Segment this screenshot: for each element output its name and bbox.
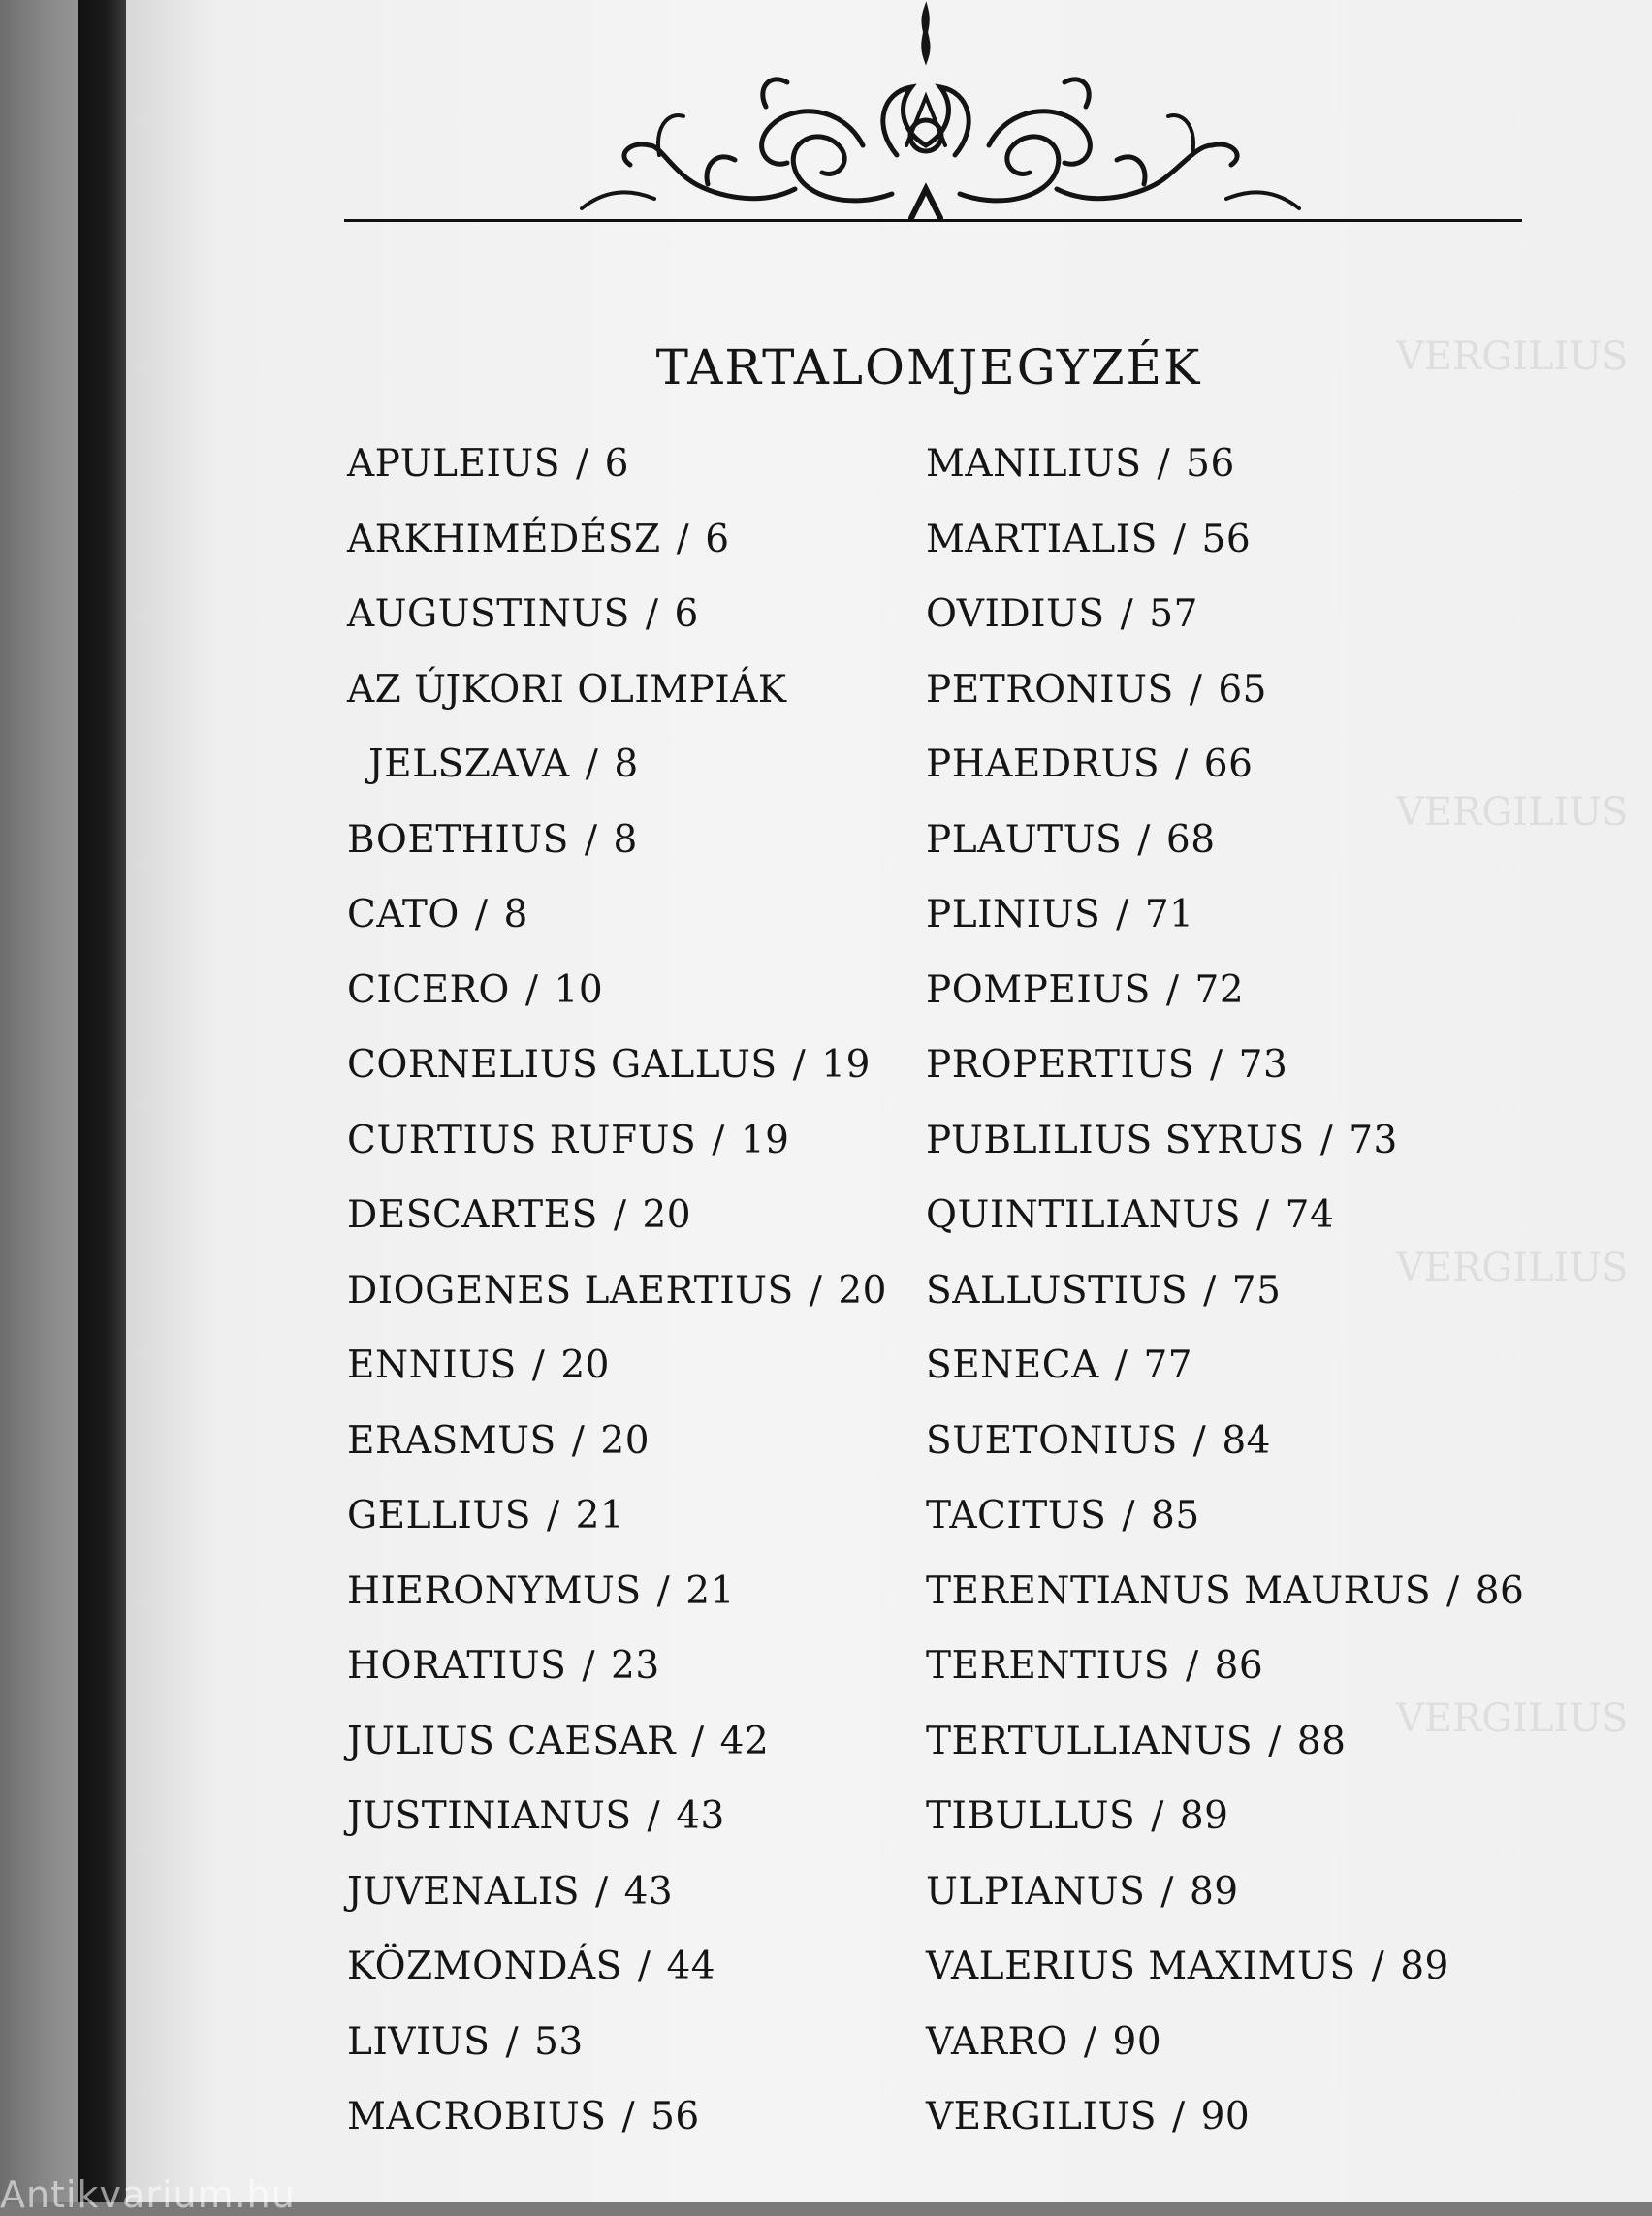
toc-entry-page-number: 42 xyxy=(719,1719,770,1763)
toc-entry-author: MANILIUS xyxy=(926,442,1142,486)
toc-entry-author: CURTIUS RUFUS xyxy=(347,1118,697,1162)
toc-entry-author: SENECA xyxy=(926,1344,1099,1387)
toc-entry-separator: / xyxy=(712,1118,725,1162)
toc-entry-author: PHAEDRUS xyxy=(926,743,1160,786)
toc-entry-page-number: 85 xyxy=(1151,1494,1200,1537)
toc-entry-separator: / xyxy=(531,1344,546,1387)
toc-entry-page-number: 19 xyxy=(740,1118,790,1162)
toc-entry-page-number: 68 xyxy=(1165,817,1216,862)
toc-entry-author: ULPIANUS xyxy=(926,1869,1146,1914)
toc-entry-author: JELSZAVA xyxy=(368,743,570,786)
toc-entry-author: PLINIUS xyxy=(926,893,1101,936)
toc-entry-separator: / xyxy=(1189,667,1203,712)
header-rule xyxy=(344,219,1522,222)
toc-entry-page-number: 8 xyxy=(613,817,638,862)
toc-entry xyxy=(347,966,887,1042)
toc-entry xyxy=(347,1041,887,1117)
toc-entry xyxy=(926,1417,1524,1493)
toc-entry-author: SUETONIUS xyxy=(926,1418,1178,1463)
toc-entry-page-number: 19 xyxy=(821,1043,871,1087)
toc-entry-page-number: 74 xyxy=(1285,1193,1335,1237)
toc-entry-page-number: 23 xyxy=(611,1644,660,1688)
toc-entry-author: POMPEIUS xyxy=(926,967,1151,1012)
toc-entry xyxy=(926,1342,1524,1417)
toc-entry xyxy=(347,1267,887,1343)
toc-entry-page-number: 57 xyxy=(1149,592,1198,636)
toc-entry xyxy=(926,2018,1524,2094)
toc-entry-author: HIERONYMUS xyxy=(347,1568,642,1613)
toc-entry-separator: / xyxy=(575,442,589,486)
toc-entry-separator: / xyxy=(1319,1118,1334,1162)
toc-entry xyxy=(926,1642,1524,1718)
toc-entry-separator: / xyxy=(656,1568,671,1613)
toc-entry xyxy=(926,516,1524,591)
bleed-through-text: VERGILIUS xyxy=(1396,1246,1629,1290)
toc-entry xyxy=(926,1492,1524,1567)
watermark: Antikvarium.hu xyxy=(0,2173,296,2216)
toc-entry-separator: / xyxy=(1151,1794,1164,1838)
toc-entry-author: TACITUS xyxy=(926,1494,1107,1537)
toc-entry-separator: / xyxy=(1192,1418,1207,1463)
toc-entry xyxy=(347,1642,887,1718)
toc-entry-author: CATO xyxy=(347,893,460,936)
toc-entry-separator: / xyxy=(1122,1494,1136,1537)
toc-entry-page-number: 43 xyxy=(676,1794,725,1838)
toc-entry-author: JULIUS CAESAR xyxy=(347,1719,677,1763)
toc-entry xyxy=(926,1117,1524,1192)
toc-entry xyxy=(347,1718,887,1793)
toc-entry-separator: / xyxy=(1255,1193,1270,1237)
toc-entry-page-number: 6 xyxy=(604,442,629,486)
toc-entry-page-number: 53 xyxy=(534,2019,584,2064)
toc-entry-separator: / xyxy=(676,517,690,561)
toc-entry xyxy=(347,1492,887,1567)
toc-entry xyxy=(926,966,1524,1042)
toc-entry xyxy=(347,1567,887,1643)
toc-entry-separator: / xyxy=(1209,1043,1223,1087)
toc-entry-separator: / xyxy=(474,893,489,936)
toc-entry-separator: / xyxy=(613,1193,627,1237)
toc-entry-page-number: 72 xyxy=(1194,967,1245,1012)
toc-entry xyxy=(926,666,1524,742)
toc-entry-author: MARTIALIS xyxy=(926,517,1158,561)
toc-entry-author: PROPERTIUS xyxy=(926,1043,1194,1087)
toc-entry-page-number: 20 xyxy=(600,1418,651,1463)
toc-entry-author: VARRO xyxy=(926,2019,1068,2064)
toc-right-column xyxy=(926,440,1524,2169)
toc-entry xyxy=(347,816,887,892)
decorative-flourish-icon xyxy=(562,0,1318,242)
toc-entry-separator: / xyxy=(1268,1719,1282,1763)
toc-entry-author: ENNIUS xyxy=(347,1344,517,1387)
toc-entry xyxy=(347,516,887,591)
toc-entry-page-number: 10 xyxy=(554,967,604,1012)
toc-entry-separator: / xyxy=(1137,817,1151,862)
toc-entry-separator: / xyxy=(691,1719,705,1763)
toc-entry-separator: / xyxy=(582,1644,596,1688)
toc-entry-author: ARKHIMÉDÉSZ xyxy=(347,517,661,561)
toc-entry xyxy=(347,1117,887,1192)
toc-entry-page-number: 66 xyxy=(1203,743,1254,786)
toc-entry-separator: / xyxy=(585,743,599,786)
toc-entry-separator: / xyxy=(584,817,598,862)
toc-entry-author: DIOGENES LAERTIUS xyxy=(347,1268,794,1313)
toc-entry-separator: / xyxy=(809,1268,823,1313)
toc-entry-page-number: 56 xyxy=(651,2095,700,2138)
toc-entry-author: KÖZMONDÁS xyxy=(347,1945,622,1988)
toc-entry-page-number: 73 xyxy=(1238,1043,1288,1087)
toc-entry-page-number: 56 xyxy=(1186,442,1235,486)
toc-entry-page-number: 8 xyxy=(503,893,528,936)
toc-entry-page-number: 86 xyxy=(1214,1644,1264,1688)
toc-entry-separator: / xyxy=(1083,2019,1097,2064)
toc-entry-author: APULEIUS xyxy=(347,442,560,486)
toc-entry xyxy=(926,741,1524,816)
toc-entry-author: JUVENALIS xyxy=(347,1869,580,1914)
toc-entry-separator: / xyxy=(792,1043,807,1087)
toc-entry-separator: / xyxy=(1120,592,1134,636)
toc-entry xyxy=(347,891,887,966)
toc-entry xyxy=(926,1267,1524,1343)
toc-entry-separator: / xyxy=(1160,1869,1174,1914)
toc-entry-page-number: 43 xyxy=(623,1869,674,1914)
toc-entry-separator: / xyxy=(1165,967,1180,1012)
toc-entry-separator: / xyxy=(645,592,659,636)
toc-entry-page-number: 21 xyxy=(685,1568,735,1613)
toc-entry-separator: / xyxy=(1446,1568,1460,1613)
toc-entry-author: TERENTIUS xyxy=(926,1644,1170,1688)
toc-entry xyxy=(347,1868,887,1944)
toc-entry xyxy=(347,1342,887,1417)
toc-entry-separator: / xyxy=(621,2095,636,2138)
toc-entry-page-number: 20 xyxy=(642,1193,692,1237)
toc-entry xyxy=(926,1792,1524,1868)
toc-entry-page-number: 77 xyxy=(1143,1344,1193,1387)
toc-entry xyxy=(347,1191,887,1267)
toc-entry-page-number: 71 xyxy=(1144,893,1194,936)
toc-entry xyxy=(926,1943,1524,2018)
toc-entry-page-number: 6 xyxy=(674,592,699,636)
toc-entry-separator: / xyxy=(1172,517,1187,561)
toc-entry-page-number: 89 xyxy=(1179,1794,1229,1838)
toc-entry-page-number: 90 xyxy=(1200,2095,1251,2138)
book-spine-shadow xyxy=(78,0,126,2202)
toc-entry xyxy=(926,816,1524,892)
toc-entry-author: DESCARTES xyxy=(347,1193,598,1237)
toc-entry-page-number: 6 xyxy=(705,517,730,561)
toc-entry xyxy=(347,666,887,742)
toc-entry xyxy=(347,2093,887,2169)
toc-entry-page-number: 86 xyxy=(1475,1568,1525,1613)
toc-entry-author: SALLUSTIUS xyxy=(926,1268,1189,1313)
toc-entry-author: CORNELIUS GALLUS xyxy=(347,1043,778,1087)
bleed-through-text: VERGILIUS xyxy=(1396,790,1629,835)
toc-entry xyxy=(926,440,1524,516)
toc-entry-author: ERASMUS xyxy=(347,1418,556,1463)
toc-entry-separator: / xyxy=(1157,442,1171,486)
toc-entry xyxy=(926,1868,1524,1944)
toc-entry-author: JUSTINIANUS xyxy=(347,1794,632,1838)
toc-entry-separator: / xyxy=(1185,1644,1199,1688)
toc-entry-separator: / xyxy=(1371,1945,1385,1988)
toc-entry-author: PUBLILIUS SYRUS xyxy=(926,1118,1305,1162)
toc-entry-page-number: 88 xyxy=(1296,1719,1347,1763)
toc-entry-page-number: 84 xyxy=(1222,1418,1271,1463)
toc-entry-author: TIBULLUS xyxy=(926,1794,1136,1838)
toc-entry xyxy=(926,1718,1524,1793)
toc-entry xyxy=(926,1041,1524,1117)
toc-entry xyxy=(347,1943,887,2018)
toc-entry-author: QUINTILIANUS xyxy=(926,1193,1241,1237)
toc-entry-separator: / xyxy=(1114,1344,1128,1387)
toc-entry-author: PLAUTUS xyxy=(926,817,1123,862)
toc-entry-separator: / xyxy=(647,1794,661,1838)
toc-entry-author: LIVIUS xyxy=(347,2019,491,2064)
toc-entry-page-number: 20 xyxy=(560,1344,610,1387)
toc-entry-author: AUGUSTINUS xyxy=(347,592,630,636)
toc-entry xyxy=(347,1792,887,1868)
toc-entry-separator: / xyxy=(1175,743,1189,786)
toc-entry xyxy=(347,590,887,666)
toc-entry xyxy=(926,2093,1524,2169)
toc-entry-author: OVIDIUS xyxy=(926,592,1105,636)
toc-entry-page-number: 44 xyxy=(666,1945,716,1988)
toc-entry-author: TERTULLIANUS xyxy=(926,1719,1254,1763)
toc-entry-author: VALERIUS MAXIMUS xyxy=(926,1945,1356,1988)
toc-entry-separator: / xyxy=(1203,1268,1217,1313)
toc-entry-page-number: 20 xyxy=(838,1268,887,1313)
toc-entry xyxy=(926,1567,1524,1643)
toc-entry-page-number: 8 xyxy=(614,743,639,786)
toc-entry-author: HORATIUS xyxy=(347,1644,567,1688)
toc-entry-author: PETRONIUS xyxy=(926,667,1174,712)
toc-entry-separator: / xyxy=(594,1869,609,1914)
page-title xyxy=(0,339,1652,396)
toc-entry-separator: / xyxy=(637,1945,651,1988)
toc-entry xyxy=(926,590,1524,666)
toc-entry-page-number: 89 xyxy=(1189,1869,1239,1914)
toc-left-column xyxy=(347,440,887,2169)
toc-entry-separator: / xyxy=(524,967,539,1012)
page-title-text: TARTALOMJEGYZÉK xyxy=(655,339,1202,396)
toc-entry-separator: / xyxy=(546,1494,560,1537)
toc-entry-author: AZ ÚJKORI OLIMPIÁK xyxy=(347,667,787,712)
toc-entry-separator: / xyxy=(505,2019,520,2064)
toc-entry-separator: / xyxy=(571,1418,586,1463)
toc-entry-page-number: 89 xyxy=(1400,1945,1449,1988)
toc-entry-page-number: 65 xyxy=(1218,667,1267,712)
toc-entry-author: CICERO xyxy=(347,967,510,1012)
toc-entry-author: TERENTIANUS MAURUS xyxy=(926,1568,1432,1613)
toc-entry-author: MACROBIUS xyxy=(347,2095,607,2138)
bleed-through-text: VERGILIUS xyxy=(1396,334,1629,379)
toc-entry-separator: / xyxy=(1171,2095,1186,2138)
bleed-through-text: VERGILIUS xyxy=(1396,1696,1629,1741)
toc-entry xyxy=(347,741,887,816)
toc-entry-page-number: 90 xyxy=(1112,2019,1162,2064)
toc-entry-separator: / xyxy=(1116,893,1129,936)
toc-entry xyxy=(926,1191,1524,1267)
toc-entry-page-number: 21 xyxy=(575,1494,625,1537)
toc-entry-page-number: 56 xyxy=(1201,517,1252,561)
toc-entry-author: VERGILIUS xyxy=(926,2095,1157,2138)
toc-entry-page-number: 73 xyxy=(1349,1118,1398,1162)
toc-entry-page-number: 75 xyxy=(1231,1268,1282,1313)
toc-entry-author: GELLIUS xyxy=(347,1494,531,1537)
toc-entry xyxy=(347,440,887,516)
toc-entry xyxy=(347,2018,887,2094)
toc-entry xyxy=(347,1417,887,1493)
toc-entry xyxy=(926,891,1524,966)
toc-entry-author: BOETHIUS xyxy=(347,817,569,862)
